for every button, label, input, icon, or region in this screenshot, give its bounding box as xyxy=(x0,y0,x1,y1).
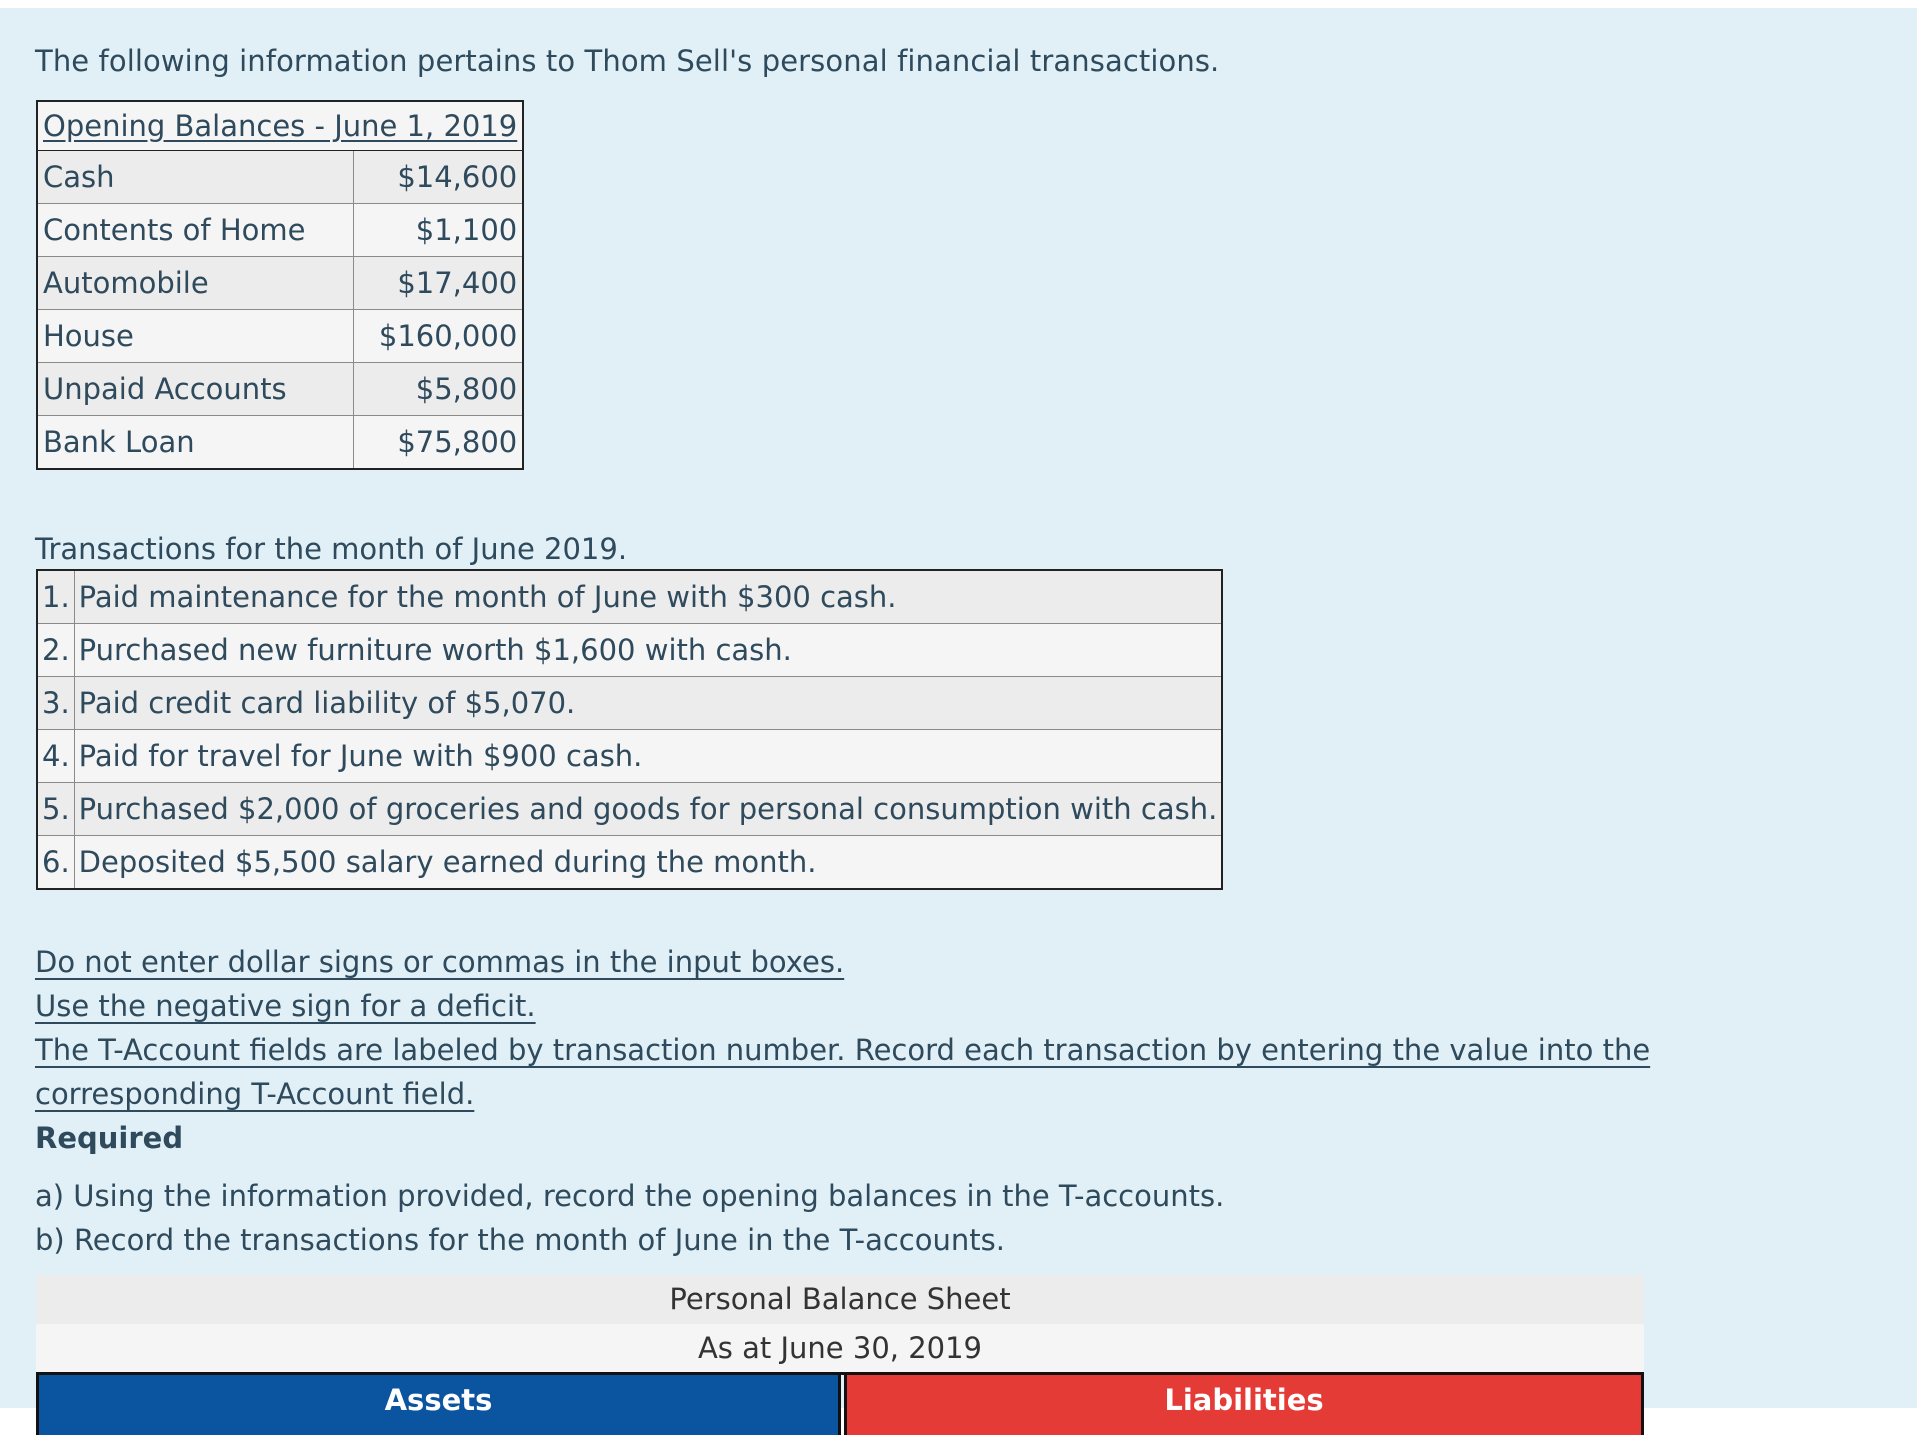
instruction-no-dollar-signs: Do not enter dollar signs or commas in the input boxes. xyxy=(35,945,845,979)
transactions-caption: Transactions for the month of June 2019. xyxy=(35,532,628,566)
table-row xyxy=(37,416,523,470)
table-row xyxy=(37,783,1222,836)
transaction-number: 5. xyxy=(37,783,74,836)
table-row xyxy=(37,570,1222,624)
required-heading: Required xyxy=(35,1121,184,1155)
transaction-text: Paid for travel for June with $900 cash. xyxy=(74,730,1222,783)
balance-value: $160,000 xyxy=(354,310,523,363)
balance-value: $75,800 xyxy=(354,416,523,470)
opening-balances-table xyxy=(36,100,524,470)
balance-sheet-subtitle: As at June 30, 2019 xyxy=(36,1324,1644,1372)
instruction-t-account-fields: The T-Account fields are labeled by transaction number. Record each transaction by entering the value into the corresponding T-Account field. xyxy=(35,1033,1651,1111)
transaction-text: Purchased new furniture worth $1,600 with cash. xyxy=(74,624,1222,677)
transaction-text: Paid credit card liability of $5,070. xyxy=(74,677,1222,730)
transactions-table xyxy=(36,569,1223,890)
transaction-number: 2. xyxy=(37,624,74,677)
transaction-text: Paid maintenance for the month of June with $300 cash. xyxy=(74,570,1222,624)
balance-label: House xyxy=(37,310,354,363)
table-row xyxy=(37,151,523,204)
balance-value: $1,100 xyxy=(354,204,523,257)
balance-label: Contents of Home xyxy=(37,204,354,257)
table-row xyxy=(37,624,1222,677)
required-list xyxy=(35,1174,1224,1262)
balance-value: $5,800 xyxy=(354,363,523,416)
transaction-text: Purchased $2,000 of groceries and goods for personal consumption with cash. xyxy=(74,783,1222,836)
personal-balance-sheet xyxy=(36,1275,1644,1435)
assets-header: Assets xyxy=(36,1375,841,1435)
balance-label: Bank Loan xyxy=(37,416,354,470)
table-row xyxy=(37,836,1222,890)
required-item-b: b) Record the transactions for the month of June in the T-accounts. xyxy=(35,1223,1005,1257)
transaction-text: Deposited $5,500 salary earned during the month. xyxy=(74,836,1222,890)
table-row xyxy=(37,257,523,310)
balance-sheet-columns xyxy=(36,1372,1644,1435)
content-panel xyxy=(0,8,1917,1417)
balance-sheet-title: Personal Balance Sheet xyxy=(36,1275,1644,1324)
instructions xyxy=(35,940,1825,1160)
balance-value: $14,600 xyxy=(354,151,523,204)
instruction-negative-sign: Use the negative sign for a deficit. xyxy=(35,989,536,1023)
transaction-number: 3. xyxy=(37,677,74,730)
table-row xyxy=(37,204,523,257)
balance-label: Automobile xyxy=(37,257,354,310)
transaction-number: 1. xyxy=(37,570,74,624)
intro-text: The following information pertains to Thom Sell's personal financial transactions. xyxy=(35,44,1220,78)
opening-balances-title: Opening Balances - June 1, 2019 xyxy=(37,101,523,151)
transaction-number: 4. xyxy=(37,730,74,783)
balance-value: $17,400 xyxy=(354,257,523,310)
transaction-number: 6. xyxy=(37,836,74,890)
table-row xyxy=(37,677,1222,730)
balance-label: Cash xyxy=(37,151,354,204)
table-row xyxy=(37,310,523,363)
balance-label: Unpaid Accounts xyxy=(37,363,354,416)
table-row xyxy=(37,363,523,416)
liabilities-header: Liabilities xyxy=(844,1375,1644,1435)
required-item-a: a) Using the information provided, record the opening balances in the T-accounts. xyxy=(35,1179,1225,1213)
table-row xyxy=(37,730,1222,783)
